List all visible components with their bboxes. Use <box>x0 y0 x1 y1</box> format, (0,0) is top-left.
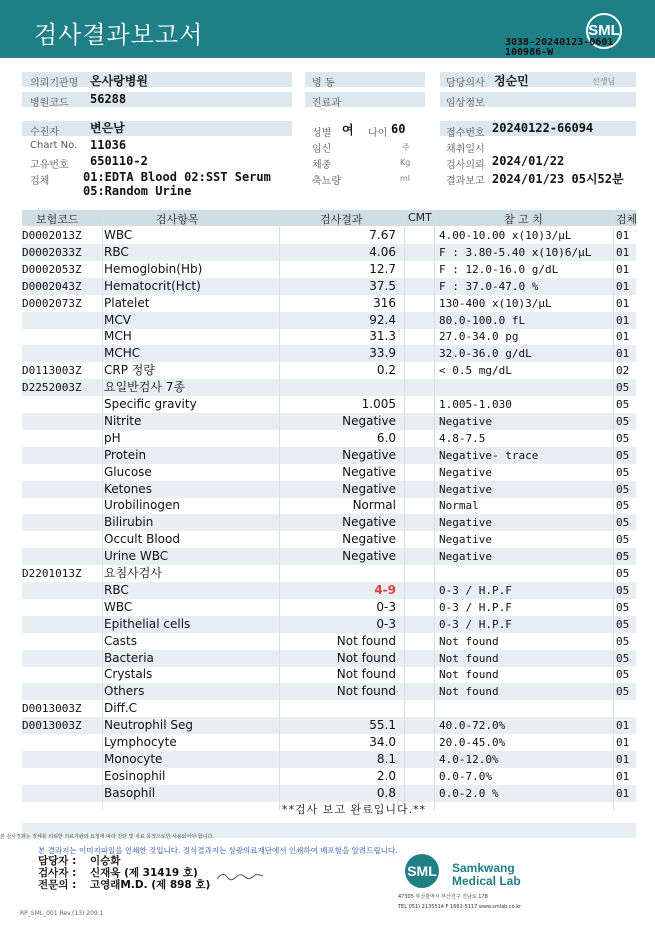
row-test-name: Urobilinogen <box>104 498 180 513</box>
row-specimen: 01 <box>616 296 630 310</box>
row-result: Negative <box>342 413 396 428</box>
row-specimen: 05 <box>616 617 630 631</box>
row-reference: 32.0-36.0 g/dL <box>439 347 532 361</box>
row-specimen: 01 <box>616 313 630 327</box>
row-reference: 130-400 x(10)3/μL <box>439 296 552 310</box>
table-row <box>22 666 636 683</box>
specimen-line1: 01:EDTA Blood 02:SST Serum <box>83 170 271 184</box>
row-reference: 0-3 / H.P.F <box>439 600 512 614</box>
row-specimen: 05 <box>616 668 630 682</box>
row-reference: 20.0-45.0% <box>439 736 506 749</box>
row-reference: Negative <box>439 414 492 428</box>
row-reference: Negative <box>439 550 492 564</box>
table-row <box>22 379 636 396</box>
row-specimen: 01 <box>616 347 630 361</box>
row-test-name: RBC <box>104 244 129 259</box>
urine-unit: ml <box>400 174 411 183</box>
ward-label: 병 동 <box>312 78 335 89</box>
report-complete-note: **검사 보고 완료입니다.** <box>282 803 427 816</box>
row-test-name: 요침사검사 <box>104 566 162 580</box>
hospital-code-label: 병원코드 <box>30 98 69 109</box>
row-test-name: Crystals <box>104 667 153 682</box>
row-result: 37.5 <box>369 278 396 293</box>
row-reference: Negative <box>439 482 492 496</box>
row-specimen: 05 <box>616 431 630 445</box>
col-header-code: 보험코드 <box>36 213 79 226</box>
col-header-cmt: CMT <box>408 211 432 224</box>
chart-label: Chart No. <box>30 140 78 151</box>
results-table-header <box>22 210 636 226</box>
row-result: Negative <box>342 481 396 496</box>
table-row <box>22 734 636 751</box>
row-test-name: MCHC <box>104 346 141 361</box>
row-test-name: Urine WBC <box>104 549 169 564</box>
row-test-name: 요일반검사 7종 <box>104 380 186 395</box>
row-reference: F : 37.0-47.0 % <box>439 279 539 293</box>
col-header-reference: 참 고 치 <box>504 213 543 226</box>
col-header-item: 검사항목 <box>156 213 199 226</box>
row-reference: 1.005-1.030 <box>439 398 512 411</box>
row-specimen: 05 <box>616 651 630 665</box>
row-result: 4-9 <box>374 582 396 597</box>
row-test-name: pH <box>104 430 121 445</box>
table-row <box>22 548 636 565</box>
staff-role-tester: 검사자 : <box>38 867 77 879</box>
row-reference: 0-3 / H.P.F <box>439 617 512 631</box>
age-value: 60 <box>391 122 406 136</box>
table-row <box>22 261 636 278</box>
row-reference: 4.8-7.5 <box>439 431 486 445</box>
id-value: 650110-2 <box>90 154 148 168</box>
table-row <box>22 582 636 599</box>
row-code: D0002033Z <box>22 245 82 259</box>
row-specimen: 01 <box>616 330 630 344</box>
receipt-label: 접수번호 <box>446 128 485 139</box>
row-specimen: 05 <box>616 414 630 428</box>
staff-name-tester: 신재욱 (제 31419 호) <box>90 867 198 879</box>
row-specimen: 02 <box>616 364 630 378</box>
id-label: 고유번호 <box>30 160 69 171</box>
row-test-name: Epithelial cells <box>104 616 191 631</box>
row-specimen: 05 <box>616 600 630 614</box>
table-row <box>22 633 636 650</box>
clinical-label: 임상정보 <box>446 98 485 109</box>
sex-value: 여 <box>342 123 354 137</box>
disclaimer-note: 본 검사결과는 검체를 의뢰한 의료기관의 요청에 따라 진단 및 치료 목적으로만 사용되어야 합니다. <box>0 834 214 840</box>
table-row <box>22 768 636 785</box>
doctor-value: 정순민 <box>494 74 529 88</box>
row-result: 7.67 <box>369 228 396 242</box>
table-row <box>22 464 636 481</box>
row-test-name: Hematocrit(Hct) <box>104 278 201 293</box>
row-result: 8.1 <box>376 751 396 766</box>
col-header-result: 검사결과 <box>320 213 363 226</box>
row-specimen: 05 <box>616 583 630 597</box>
row-code: D0002073Z <box>22 296 82 310</box>
table-row <box>22 244 636 261</box>
row-result: 316 <box>373 295 396 310</box>
hospital-code-value: 56288 <box>90 92 127 106</box>
row-result: Normal <box>352 498 396 513</box>
row-reference: < 0.5 mg/dL <box>439 364 512 378</box>
row-reference: F : 12.0-16.0 g/dL <box>439 262 559 276</box>
row-reference: 4.00-10.00 x(10)3/μL <box>439 229 572 242</box>
row-reference: Not found <box>439 651 499 665</box>
row-result: Negative <box>342 515 396 530</box>
institution-value: 온사랑병원 <box>90 74 148 88</box>
row-reference: F : 3.80-5.40 x(10)6/μL <box>439 245 592 259</box>
print-notice: 본 결과지는 이미지파일을 인쇄한 것입니다. 정식결과지는 삼광의료재단에서 인쇄하여 배포함을 알려드립니다. <box>38 846 398 855</box>
row-specimen: 05 <box>616 381 630 395</box>
lab-name-line1: Samkwang <box>452 861 515 875</box>
lab-name-line2: Medical Lab <box>452 874 521 888</box>
row-test-name: CRP 정량 <box>104 363 155 378</box>
row-code: D0113003Z <box>22 364 82 378</box>
row-specimen: 05 <box>616 482 630 496</box>
row-reference: Normal <box>439 499 479 513</box>
report-value: 2024/01/23 05시52분 <box>492 172 624 186</box>
table-row <box>22 413 636 430</box>
row-test-name: RBC <box>104 582 129 597</box>
row-reference: 4.0-12.0% <box>439 752 499 766</box>
urine-label: 축뇨량 <box>312 176 341 187</box>
table-row <box>22 497 636 514</box>
row-test-name: Basophil <box>104 785 156 800</box>
pregnancy-label: 임신 <box>312 144 332 155</box>
doc-number-line1: 3038-20240123-0601 <box>505 37 614 48</box>
table-row <box>22 362 636 379</box>
signature-icon <box>215 867 265 885</box>
row-specimen: 01 <box>616 279 630 293</box>
row-reference: Not found <box>439 634 499 648</box>
request-value: 2024/01/22 <box>492 154 565 168</box>
institution-label: 의뢰기관명 <box>30 78 79 89</box>
document-number <box>505 38 613 58</box>
row-specimen: 05 <box>616 533 630 547</box>
row-reference: 40.0-72.0% <box>439 719 506 733</box>
patient-value: 변은남 <box>90 121 125 135</box>
row-test-name: Bilirubin <box>104 515 154 530</box>
lab-address: 47305 부산광역시 부산진구 진남로 178 <box>398 894 488 900</box>
weight-unit: Kg <box>400 158 411 167</box>
row-code: D0013003Z <box>22 719 82 733</box>
table-row <box>22 295 636 312</box>
row-result: 0.8 <box>376 785 396 800</box>
column-divider <box>404 210 405 810</box>
row-result: Not found <box>336 650 396 665</box>
row-test-name: Neutrophil Seg <box>104 718 194 733</box>
row-specimen: 01 <box>616 752 630 766</box>
staff-role-specialist: 전문의 : <box>38 879 77 891</box>
row-test-name: Occult Blood <box>104 532 180 547</box>
report-title: 검사결과보고서 <box>34 21 204 49</box>
row-result: 0.2 <box>376 363 396 378</box>
row-test-name: Ketones <box>104 481 152 496</box>
table-row <box>22 599 636 616</box>
patient-box <box>22 121 292 136</box>
table-row <box>22 430 636 447</box>
row-specimen: 01 <box>616 229 630 242</box>
row-result: 12.7 <box>369 261 396 276</box>
row-reference: 0.0-2.0 % <box>439 786 499 800</box>
row-test-name: WBC <box>104 228 133 242</box>
row-test-name: Specific gravity <box>104 397 197 411</box>
table-row <box>22 785 636 802</box>
staff-name-specialist: 고영래M.D. (제 898 호) <box>90 879 211 891</box>
row-test-name: Lymphocyte <box>104 735 177 749</box>
table-row <box>22 650 636 667</box>
table-row <box>22 565 636 582</box>
row-test-name: Eosinophil <box>104 768 166 783</box>
table-row <box>22 481 636 498</box>
row-result: 6.0 <box>376 430 396 445</box>
row-test-name: Platelet <box>104 295 150 310</box>
request-label: 검사의뢰 <box>446 160 485 171</box>
row-reference: Negative <box>439 533 492 547</box>
table-row <box>22 328 636 345</box>
table-row <box>22 345 636 362</box>
row-specimen: 05 <box>616 634 630 648</box>
column-divider <box>613 210 614 810</box>
lab-phone: TEL 051) 2135514 F 1661-5117 www.smlab.co.kr <box>398 904 522 910</box>
row-reference: 0-3 / H.P.F <box>439 583 512 597</box>
chart-value: 11036 <box>90 138 127 152</box>
table-row <box>22 447 636 464</box>
row-specimen: 05 <box>616 550 630 564</box>
row-result: 34.0 <box>369 735 396 749</box>
samkwang-name <box>452 862 521 888</box>
table-row <box>22 514 636 531</box>
doctor-suffix: 선생님 <box>592 77 616 86</box>
row-test-name: Diff.C <box>104 701 138 716</box>
doctor-label: 담당의사 <box>446 78 485 89</box>
row-test-name: Casts <box>104 633 137 648</box>
row-specimen: 01 <box>616 262 630 276</box>
sml-logo: SML <box>586 13 622 49</box>
row-reference: Negative <box>439 465 492 479</box>
row-test-name: Hemoglobin(Hb) <box>104 261 203 276</box>
form-code: RP_SML_001 Rev.(13) 209.1 <box>20 910 104 917</box>
patient-label: 수진자 <box>30 127 59 138</box>
row-result: 2.0 <box>376 768 396 783</box>
weight-label: 체중 <box>312 160 332 171</box>
row-reference: 80.0-100.0 fL <box>439 313 526 327</box>
row-specimen: 01 <box>616 786 630 800</box>
department-label: 진료과 <box>312 98 341 109</box>
col-header-specimen: 검체 <box>616 213 638 226</box>
samkwang-logo: SML <box>405 854 439 888</box>
row-result: Negative <box>342 447 396 462</box>
row-test-name: MCV <box>104 312 131 327</box>
row-specimen: 05 <box>616 567 630 580</box>
row-specimen: 05 <box>616 448 630 462</box>
row-result: 31.3 <box>369 329 396 344</box>
row-result: 4.06 <box>369 244 396 259</box>
row-code: D0013003Z <box>22 702 82 716</box>
row-result: 0-3 <box>376 616 396 631</box>
row-result: 92.4 <box>369 312 396 327</box>
row-specimen: 05 <box>616 516 630 530</box>
table-row <box>22 227 636 244</box>
row-specimen: 05 <box>616 398 630 411</box>
column-divider <box>102 210 103 810</box>
row-specimen: 05 <box>616 465 630 479</box>
table-row <box>22 278 636 295</box>
row-test-name: Monocyte <box>104 751 163 766</box>
row-result: Negative <box>342 549 396 564</box>
row-test-name: MCH <box>104 329 132 344</box>
receipt-value: 20240122-66094 <box>492 121 594 135</box>
staff-name-manager: 이승화 <box>90 855 121 867</box>
table-row <box>22 683 636 700</box>
row-test-name: Protein <box>104 447 147 462</box>
row-result: 0-3 <box>376 599 396 614</box>
specimen-line2: 05:Random Urine <box>83 184 192 198</box>
column-divider <box>279 210 280 810</box>
row-result: Negative <box>342 464 396 479</box>
table-row <box>22 616 636 633</box>
collect-label: 채취일시 <box>446 144 485 155</box>
row-result: Negative <box>342 532 396 547</box>
doc-number-line2: 100986-W <box>505 47 554 58</box>
staff-role-manager: 담당자 : <box>38 855 77 867</box>
row-test-name: Bacteria <box>104 650 154 665</box>
row-code: D0002053Z <box>22 262 82 276</box>
row-specimen: 01 <box>616 736 630 749</box>
specimen-label: 검체 <box>30 176 50 187</box>
row-code: D0002043Z <box>22 279 82 293</box>
row-test-name: Glucose <box>104 464 152 479</box>
row-specimen: 05 <box>616 685 630 699</box>
row-reference: 27.0-34.0 pg <box>439 330 519 344</box>
row-result: Not found <box>336 667 396 682</box>
row-result: 1.005 <box>361 397 396 411</box>
sex-label: 성별 <box>312 128 332 139</box>
pregnancy-unit: 주 <box>402 143 410 152</box>
row-test-name: Nitrite <box>104 413 142 428</box>
table-row <box>22 751 636 768</box>
table-row <box>22 531 636 548</box>
row-code: D2252003Z <box>22 381 82 395</box>
row-test-name: Others <box>104 684 145 699</box>
row-specimen: 01 <box>616 719 630 733</box>
column-divider <box>434 210 435 810</box>
row-result: Not found <box>336 633 396 648</box>
row-test-name: WBC <box>104 599 133 614</box>
row-specimen: 01 <box>616 769 630 783</box>
row-reference: Negative <box>439 516 492 530</box>
age-label: 나이 <box>368 128 388 139</box>
report-label: 결과보고 <box>446 176 485 187</box>
row-reference: Not found <box>439 668 499 682</box>
row-result: 33.9 <box>369 346 396 361</box>
row-code: D2201013Z <box>22 567 82 580</box>
row-reference: 0.0-7.0% <box>439 769 492 783</box>
row-specimen: 01 <box>616 245 630 259</box>
table-row <box>22 396 636 413</box>
row-result: 55.1 <box>369 718 396 733</box>
row-code: D0002013Z <box>22 229 82 242</box>
row-specimen: 05 <box>616 499 630 513</box>
table-row <box>22 700 636 717</box>
row-reference: Not found <box>439 685 499 699</box>
table-row <box>22 717 636 734</box>
row-reference: Negative- trace <box>439 448 539 462</box>
table-row <box>22 312 636 329</box>
row-result: Not found <box>336 684 396 699</box>
